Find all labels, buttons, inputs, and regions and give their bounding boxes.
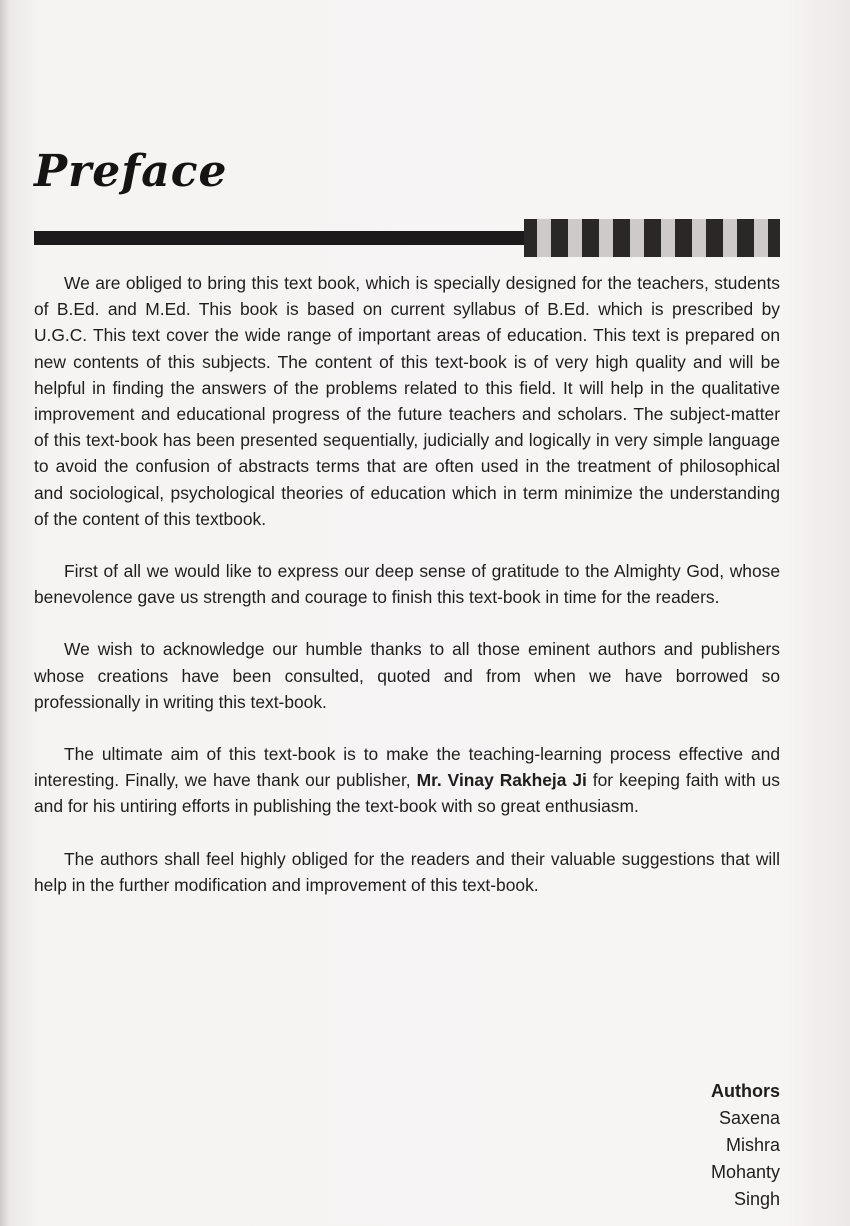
- author-name: Mishra: [725, 1135, 780, 1155]
- paragraph: The authors shall feel highly obliged for the readers and their valuable suggestions that will help in the further modification and improvement of this text-book.: [34, 848, 780, 895]
- signature-block: [711, 1078, 780, 1213]
- paragraph: [34, 741, 780, 820]
- publisher-name: Mr. Vinay Rakheja Ji: [416, 770, 587, 791]
- author-name: Saxena: [718, 1108, 780, 1128]
- author-name: Mohanty: [710, 1162, 780, 1182]
- paragraph: First of all we would like to express our deep sense of gratitude to the Almighty God, whose benevolence gave us strength and courage to finish this text-book in time for the readers.: [34, 561, 780, 608]
- rule-checker-blocks: [524, 219, 780, 257]
- paragraph-text: for keeping faith with us and for his untiring efforts in publishing the text-book with so great enthusiasm.: [34, 770, 780, 817]
- signature-heading: Authors: [711, 1081, 780, 1101]
- book-spine-shadow: [0, 0, 10, 1226]
- paragraph: We are obliged to bring this text book, which is specially designed for the teachers, students of B.Ed. and M.Ed. This book is based on current syllabus of B.Ed. which is prescribed by U.G.C. This text cover the wide range of important areas of education. This text is prepared on new contents of this subjects. The content of this text-book is of very high quality and will be helpful in finding the answers of the problems related to this field. It will help in the qualitative improvement and educational progress of the future teachers and scholars. The subject-matter of this text-book has been presented sequentially, judicially and logically in very simple language to avoid the confusion of abstracts terms that are often used in the treatment of philosophical and sociological, psychological theories of education which in term minimize the understanding of the content of this textbook.: [34, 273, 780, 529]
- rule-bar: [34, 231, 534, 245]
- page-title: Preface: [34, 146, 228, 197]
- preface-body: [34, 270, 780, 924]
- paragraph: We wish to acknowledge our humble thanks to all those eminent authors and publishers whose creations have been consulted, quoted and from when we have borrowed so professionally in writing this text-book.: [34, 639, 780, 712]
- title-rule: [34, 219, 780, 257]
- paragraph-text: The ultimate aim of this text-book is to make the teaching-learning process effective and interesting. Finally, we have thank our publisher,: [34, 744, 780, 791]
- author-name: Singh: [733, 1189, 780, 1209]
